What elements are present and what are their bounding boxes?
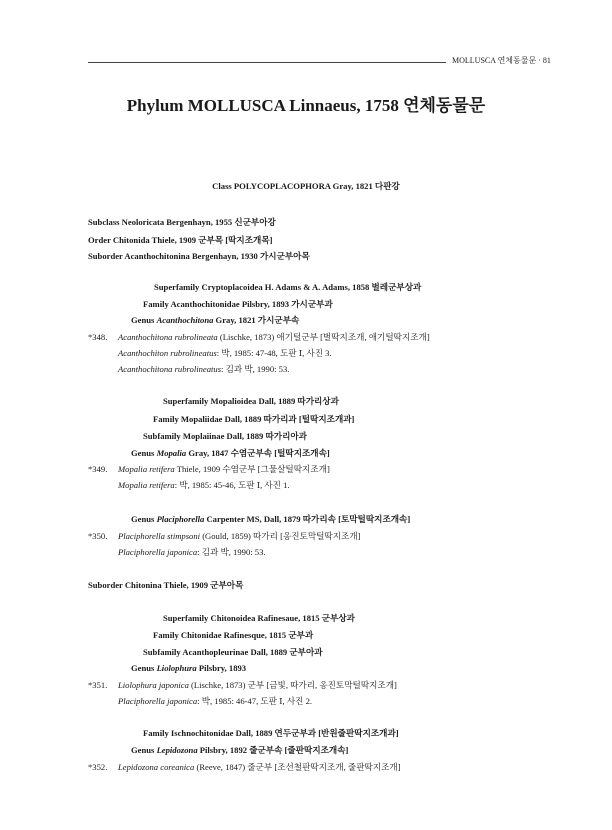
order-heading: Order Chitonida Thiele, 1909 군부목 [딱지조개목] bbox=[88, 235, 273, 245]
genus-heading-4: Genus Liolophura Pilsbry, 1893 bbox=[131, 663, 247, 673]
genus-heading-3: Genus Placiphorella Carpenter MS, Dall, 1879 따가리속 [토막털딱지조개속] bbox=[131, 514, 411, 524]
synonym-entry: Placiphorella japonica: 박, 1985: 46-47, 도판 Ⅰ, 사진 2. bbox=[118, 696, 313, 706]
genus-heading-5: Genus Lepidozona Pilsbry, 1892 줄군부속 [줄판딱지조개속] bbox=[131, 745, 349, 755]
family-heading-2: Family Mopaliidae Dall, 1889 따가리과 [털딱지조개과] bbox=[153, 414, 355, 424]
species-entry-349: *349. Mopalia retifera Thiele, 1909 수염군부 [그물살털딱지조개] bbox=[88, 464, 330, 474]
superfamily-heading-2: Superfamily Mopalioidea Dall, 1889 따가리상과 bbox=[163, 396, 339, 406]
subfamily-heading-2: Subfamily Moplaiinae Dall, 1889 따가리아과 bbox=[143, 431, 307, 441]
superfamily-heading-3: Superfamily Chitonoidea Rafinesaue, 1815 군부상과 bbox=[163, 613, 355, 623]
genus-heading-1: Genus Acanthochitona Gray, 1821 가시군부속 bbox=[131, 315, 300, 325]
header-rule bbox=[88, 62, 446, 63]
species-entry-350: *350. Placiphorella stimpsoni (Gould, 1859) 따가리 [옹진토막털딱지조개] bbox=[88, 531, 361, 541]
subfamily-heading-3: Subfamily Acanthopleurinae Dall, 1889 군부아과 bbox=[143, 647, 323, 657]
page-title: Phylum MOLLUSCA Linnaeus, 1758 연체동물문 bbox=[126, 96, 486, 115]
family-heading-4: Family Ischnochitonidae Dall, 1889 연두군부과 [반원줄판딱지조개과] bbox=[143, 728, 399, 738]
suborder-heading-2: Suborder Chitonina Thiele, 1909 군부아목 bbox=[88, 580, 244, 590]
running-head: MOLLUSCA 연체동물문 · 81 bbox=[452, 56, 551, 65]
genus-heading-2: Genus Mopalia Gray, 1847 수염군부속 [털딱지조개속] bbox=[131, 448, 330, 458]
species-entry-352: *352. Lepidozona coreanica (Reeve, 1847) 줄군부 [조선철판딱지조개, 줄판딱지조개] bbox=[88, 762, 401, 772]
family-heading-1: Family Acanthochitonidae Pilsbry, 1893 가시군부과 bbox=[143, 299, 333, 309]
class-heading: Class POLYCOPLACOPHORA Gray, 1821 다판강 bbox=[212, 181, 400, 191]
species-entry-351: *351. Liolophura japonica (Lischke, 1873) 군부 [금빛, 따가리, 옹진토막털딱지조개] bbox=[88, 680, 397, 690]
synonym-entry: Placiphorella japonica: 김과 박, 1990: 53. bbox=[118, 547, 266, 557]
synonym-entry: Acanthochiton rubrolineatus: 박, 1985: 47-48, 도판 Ⅰ, 사진 3. bbox=[118, 348, 332, 358]
suborder-heading-1: Suborder Acanthochitonina Bergenhayn, 1930 가시군부아목 bbox=[88, 251, 310, 261]
synonym-entry: Mopalia retifera: 박, 1985: 45-46, 도판 Ⅰ, 사진 1. bbox=[118, 480, 290, 490]
superfamily-heading-1: Superfamily Cryptoplacoidea H. Adams & A. Adams, 1858 벌레군부상과 bbox=[154, 282, 422, 292]
species-entry-348: *348. Acanthochitona rubrolineata (Lischke, 1873) 애기털군부 [벌딱지조개, 애기털딱지조개] bbox=[88, 332, 430, 342]
family-heading-3: Family Chitonidae Rafinesque, 1815 군부과 bbox=[153, 630, 314, 640]
subclass-heading: Subclass Neoloricata Bergenhayn, 1955 신군부아강 bbox=[88, 217, 276, 227]
synonym-entry: Acanthochitona rubrolineatus: 김과 박, 1990: 53. bbox=[118, 364, 290, 374]
